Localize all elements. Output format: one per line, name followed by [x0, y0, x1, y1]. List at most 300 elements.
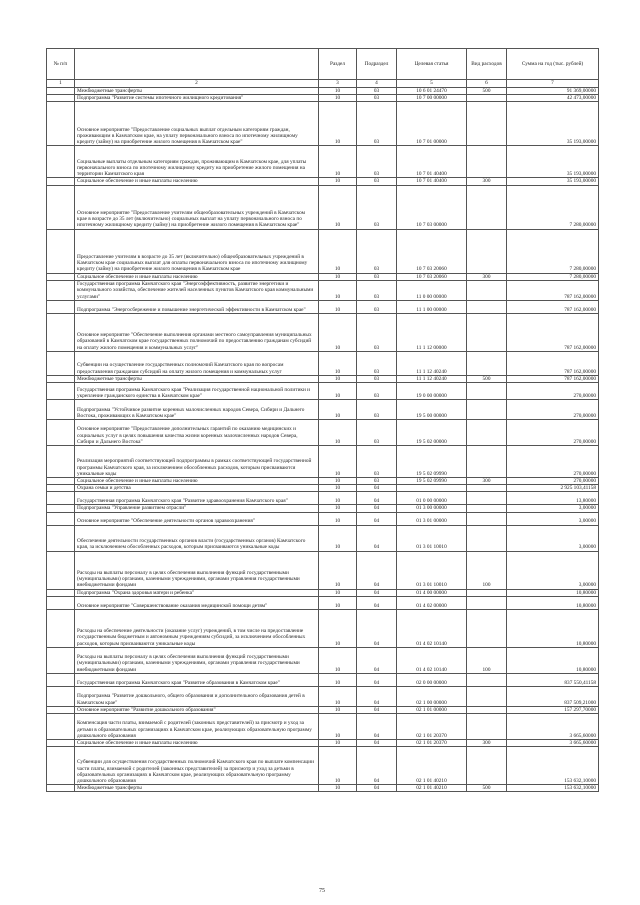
row-name-cell: Субвенции для осуществления государственных полномочий Камчатского края по выплате компенсации части платы, взимаемой с родителей (законных представителей) за присмотр и уход за детьми в образовательных организациях в Камчатском крае, реализующих образовательную программу дошкольного образования [75, 747, 319, 785]
row-vr-cell: 300 [467, 478, 507, 485]
row-sum-cell: 270,00000 [507, 446, 599, 478]
row-csr-cell: 02 1 01 00000 [397, 706, 467, 713]
row-csr-cell: 02 1 01 20370 [397, 740, 467, 747]
row-razdel-cell: 10 [319, 95, 357, 102]
row-csr-cell: 01 3 01 10010 [397, 525, 467, 551]
row-number-cell [47, 525, 75, 551]
row-name-cell: Расходы на выплаты персоналу в целях обеспечения выполнения функций государственными (муниципальными) органами, казенными учреждениями, органами управления государственными внебюджетными фондами [75, 647, 319, 673]
table-row [47, 609, 599, 647]
row-podrazdel-cell: 03 [357, 313, 397, 351]
index-cell: 5 [397, 80, 467, 88]
row-sum-cell: 787 162,00000 [507, 375, 599, 382]
row-csr-cell: 10 7 01 40400 [397, 178, 467, 185]
row-number-cell [47, 383, 75, 400]
row-vr-cell [467, 400, 507, 420]
row-razdel-cell: 10 [319, 146, 357, 178]
row-podrazdel-cell: 03 [357, 446, 397, 478]
table-row [47, 229, 599, 273]
row-razdel-cell: 10 [319, 589, 357, 596]
row-vr-cell [467, 300, 507, 313]
table-row [47, 185, 599, 229]
row-podrazdel-cell: 03 [357, 273, 397, 280]
row-sum-cell: 837 550,41158 [507, 673, 599, 686]
row-name-cell: Основное мероприятие "Обеспечение деятельности органов здравоохранения" [75, 512, 319, 525]
page-number: 75 [319, 888, 325, 894]
row-sum-cell: 153 632,10000 [507, 747, 599, 785]
row-name-cell: Подпрограмма "Развитие дошкольного, общего образования и дополнительного образования детей в Камчатском крае" [75, 686, 319, 706]
table-row [47, 351, 599, 375]
row-vr-cell [467, 420, 507, 446]
table-row [47, 446, 599, 478]
row-number-cell [47, 609, 75, 647]
table-row [47, 102, 599, 146]
row-csr-cell: 01 3 00 00000 [397, 505, 467, 512]
row-name-cell: Основное мероприятие "Предоставление учителям общеобразовательных учреждений в Камчатском крае в возрасте до 35 лет (включительно) социальных выплат на уплату первоначального взноса по ипотечному жилищному кредиту (займу) на приобретение жилого помещения в Камчатском крае" [75, 185, 319, 229]
row-number-cell [47, 313, 75, 351]
row-podrazdel-cell: 03 [357, 185, 397, 229]
row-sum-cell: 270,00000 [507, 420, 599, 446]
row-sum-cell: 157 297,70000 [507, 706, 599, 713]
table-row [47, 740, 599, 747]
row-vr-cell: 300 [467, 178, 507, 185]
table-row [47, 686, 599, 706]
row-number-cell [47, 102, 75, 146]
row-csr-cell: 10 7 03 00000 [397, 185, 467, 229]
row-razdel-cell: 10 [319, 485, 357, 492]
row-csr-cell: 10 7 01 40400 [397, 146, 467, 178]
row-vr-cell [467, 686, 507, 706]
row-razdel-cell: 10 [319, 505, 357, 512]
row-vr-cell [467, 492, 507, 505]
row-csr-cell: 19 0 00 00000 [397, 383, 467, 400]
row-razdel-cell: 10 [319, 420, 357, 446]
row-name-cell: Межбюджетные трансферты [75, 88, 319, 95]
row-name-cell: Государственная программа Камчатского края "Энергоэффективность, развитие энергетики и коммунального хозяйства, обеспечение жителей населенных пунктов Камчатского края коммунальными услугами" [75, 280, 319, 300]
row-sum-cell: 35 193,00000 [507, 146, 599, 178]
table-row [47, 375, 599, 382]
row-sum-cell: 270,00000 [507, 400, 599, 420]
row-vr-cell [467, 673, 507, 686]
table-row [47, 525, 599, 551]
row-podrazdel-cell: 04 [357, 740, 397, 747]
row-number-cell [47, 492, 75, 505]
row-vr-cell: 300 [467, 273, 507, 280]
col-sum-header: Сумма на год (тыс. рублей) [507, 49, 599, 80]
row-name-cell: Социальное обеспечение и иные выплаты населению [75, 178, 319, 185]
row-number-cell [47, 485, 75, 492]
row-podrazdel-cell: 03 [357, 300, 397, 313]
row-name-cell: Подпрограмма "Устойчивое развитие коренных малочисленных народов Севера, Сибири и Дальнего Востока, проживающих в Камчатском крае" [75, 400, 319, 420]
row-number-cell [47, 446, 75, 478]
row-razdel-cell: 10 [319, 178, 357, 185]
table-row [47, 551, 599, 589]
table-row [47, 505, 599, 512]
row-name-cell: Государственная программа Камчатского края "Развитие здравоохранения Камчатского края" [75, 492, 319, 505]
row-name-cell: Социальное обеспечение и иные выплаты населению [75, 478, 319, 485]
row-razdel-cell: 10 [319, 313, 357, 351]
row-sum-cell: 42 473,00000 [507, 95, 599, 102]
row-csr-cell: 01 4 00 00000 [397, 589, 467, 596]
row-vr-cell: 300 [467, 740, 507, 747]
row-name-cell: Межбюджетные трансферты [75, 785, 319, 792]
row-razdel-cell: 10 [319, 609, 357, 647]
row-name-cell: Государственная программа Камчатского края "Реализация государственной национальной политики и укрепление гражданского единства в Камчатском крае" [75, 383, 319, 400]
row-name-cell: Субвенции на осуществление государственных полномочий Камчатского края по вопросам предоставления гражданам субсидий на оплату жилого помещения и коммунальных услуг [75, 351, 319, 375]
row-razdel-cell: 10 [319, 492, 357, 505]
row-csr-cell: 01 0 00 00000 [397, 492, 467, 505]
row-podrazdel-cell: 03 [357, 88, 397, 95]
row-podrazdel-cell: 03 [357, 102, 397, 146]
row-podrazdel-cell: 04 [357, 589, 397, 596]
row-podrazdel-cell: 03 [357, 478, 397, 485]
row-podrazdel-cell: 03 [357, 400, 397, 420]
row-razdel-cell: 10 [319, 525, 357, 551]
row-sum-cell: 10,80000 [507, 609, 599, 647]
row-vr-cell [467, 351, 507, 375]
col-vr-header: Вид расходов [467, 49, 507, 80]
row-podrazdel-cell: 04 [357, 785, 397, 792]
row-number-cell [47, 375, 75, 382]
row-csr-cell [397, 485, 467, 492]
table-row [47, 589, 599, 596]
row-vr-cell: 100 [467, 647, 507, 673]
index-cell: 4 [357, 80, 397, 88]
row-csr-cell: 02 1 01 20370 [397, 714, 467, 740]
row-csr-cell: 01 3 01 00000 [397, 512, 467, 525]
row-vr-cell [467, 747, 507, 785]
row-name-cell: Предоставление учителям в возрасте до 35 лет (включительно) общеобразовательных учреждений в Камчатском крае социальных выплат для оплаты первоначального взноса по ипотечному жилищному кредиту (займу) на приобретение жилого помещения в Камчатском крае [75, 229, 319, 273]
row-name-cell: Основное мероприятие "Совершенствование оказания медицинской помощи детям" [75, 596, 319, 609]
table-row [47, 485, 599, 492]
table-row [47, 400, 599, 420]
row-sum-cell: 787 162,00000 [507, 300, 599, 313]
row-number-cell [47, 747, 75, 785]
row-razdel-cell: 10 [319, 446, 357, 478]
row-razdel-cell: 10 [319, 647, 357, 673]
row-name-cell: Обеспечение деятельности государственных органов власти (государственных органов) Камчатского края, за исключением обособленных расходов, которым присваиваются уникальные коды [75, 525, 319, 551]
row-sum-cell: 10,80000 [507, 647, 599, 673]
row-razdel-cell: 10 [319, 714, 357, 740]
row-vr-cell [467, 505, 507, 512]
row-podrazdel-cell: 04 [357, 505, 397, 512]
row-podrazdel-cell: 04 [357, 706, 397, 713]
row-podrazdel-cell: 04 [357, 747, 397, 785]
row-podrazdel-cell: 03 [357, 420, 397, 446]
row-name-cell: Основное мероприятие "Предоставление социальных выплат отдельным категориям граждан, проживающим в Камчатском крае, на уплату первоначального взноса по ипотечному жилищному кредиту (займу) на приобретение жилого помещения в Камчатском крае" [75, 102, 319, 146]
row-razdel-cell: 10 [319, 300, 357, 313]
row-name-cell: Охрана семьи и детства [75, 485, 319, 492]
table-body [47, 88, 599, 792]
row-razdel-cell: 10 [319, 375, 357, 382]
row-podrazdel-cell: 04 [357, 525, 397, 551]
row-podrazdel-cell: 04 [357, 492, 397, 505]
index-cell: 1 [47, 80, 75, 88]
col-csr-header: Целевая статья [397, 49, 467, 80]
row-csr-cell: 01 3 01 10010 [397, 551, 467, 589]
table-row [47, 596, 599, 609]
row-vr-cell [467, 146, 507, 178]
row-csr-cell: 19 5 02 00000 [397, 420, 467, 446]
row-vr-cell [467, 706, 507, 713]
row-number-cell [47, 229, 75, 273]
row-vr-cell [467, 446, 507, 478]
row-podrazdel-cell: 04 [357, 609, 397, 647]
row-name-cell: Социальное обеспечение и иные выплаты населению [75, 273, 319, 280]
row-podrazdel-cell: 03 [357, 351, 397, 375]
row-podrazdel-cell: 04 [357, 686, 397, 706]
row-number-cell [47, 300, 75, 313]
row-podrazdel-cell: 04 [357, 596, 397, 609]
row-number-cell [47, 185, 75, 229]
row-vr-cell [467, 714, 507, 740]
table-row [47, 706, 599, 713]
row-number-cell [47, 95, 75, 102]
table-row [47, 88, 599, 95]
row-sum-cell: 837 509,21000 [507, 686, 599, 706]
row-number-cell [47, 647, 75, 673]
row-csr-cell: 10 7 01 00000 [397, 102, 467, 146]
row-vr-cell [467, 102, 507, 146]
row-csr-cell: 19 5 02 09990 [397, 478, 467, 485]
table-header-row [47, 49, 599, 80]
row-sum-cell: 3,00000 [507, 512, 599, 525]
row-vr-cell [467, 589, 507, 596]
row-vr-cell [467, 512, 507, 525]
row-number-cell [47, 146, 75, 178]
row-sum-cell: 35 193,00000 [507, 102, 599, 146]
row-vr-cell [467, 229, 507, 273]
index-cell: 7 [507, 80, 599, 88]
row-name-cell: Основное мероприятие "Предоставление дополнительных гарантий по оказанию медицинских и социальных услуг в целях повышения качества жизни коренных малочисленных народов Севера, Сибири и Дальнего Востока" [75, 420, 319, 446]
row-name-cell: Межбюджетные трансферты [75, 375, 319, 382]
row-name-cell: Основное мероприятие "Обеспечение выполнения органами местного самоуправления муниципальных образований в Камчатском крае государственных полномочий по предоставлению гражданам субсидий на оплату жилого помещения и коммунальных услуг" [75, 313, 319, 351]
row-csr-cell: 11 1 12 40240 [397, 351, 467, 375]
row-vr-cell: 100 [467, 551, 507, 589]
index-cell: 3 [319, 80, 357, 88]
row-razdel-cell: 10 [319, 596, 357, 609]
row-vr-cell: 500 [467, 785, 507, 792]
row-razdel-cell: 10 [319, 280, 357, 300]
row-number-cell [47, 88, 75, 95]
row-razdel-cell: 10 [319, 512, 357, 525]
row-number-cell [47, 596, 75, 609]
row-csr-cell: 10 7 03 20060 [397, 229, 467, 273]
row-csr-cell: 02 1 01 40210 [397, 747, 467, 785]
column-index-row [47, 80, 599, 88]
row-sum-cell: 787 162,00000 [507, 280, 599, 300]
row-name-cell: Расходы на выплаты персоналу в целях обеспечения выполнения функций государственными (муниципальными) органами, казенными учреждениями, органами управления государственными внебюджетными фондами [75, 551, 319, 589]
row-podrazdel-cell: 04 [357, 512, 397, 525]
row-name-cell: Социальные выплаты отдельным категориям граждан, проживающим в Камчатском крае, для уплаты первоначального взноса по ипотечному жилищному кредиту на приобретение жилого помещения на территории Камчатского края [75, 146, 319, 178]
table-row [47, 747, 599, 785]
row-podrazdel-cell: 03 [357, 280, 397, 300]
row-podrazdel-cell: 03 [357, 383, 397, 400]
row-number-cell [47, 785, 75, 792]
row-name-cell: Реализация мероприятий соответствующей подпрограммы в рамках соответствующей государственной программы Камчатского края, за исключением обособленных расходов, которым присваиваются уникальные коды [75, 446, 319, 478]
row-sum-cell: 3 665,60000 [507, 740, 599, 747]
row-razdel-cell: 10 [319, 478, 357, 485]
table-row [47, 300, 599, 313]
table-row [47, 785, 599, 792]
row-number-cell [47, 551, 75, 589]
row-podrazdel-cell: 04 [357, 551, 397, 589]
row-sum-cell: 787 162,00000 [507, 351, 599, 375]
col-razdel-header: Раздел [319, 49, 357, 80]
row-vr-cell [467, 95, 507, 102]
row-razdel-cell: 10 [319, 785, 357, 792]
row-name-cell: Подпрограмма "Охрана здоровья матери и ребенка" [75, 589, 319, 596]
row-sum-cell: 153 632,10000 [507, 785, 599, 792]
row-sum-cell: 3,00000 [507, 525, 599, 551]
row-razdel-cell: 10 [319, 88, 357, 95]
row-number-cell [47, 706, 75, 713]
row-number-cell [47, 273, 75, 280]
row-name-cell: Подпрограмма "Управление развитием отрасли" [75, 505, 319, 512]
row-razdel-cell: 10 [319, 273, 357, 280]
row-name-cell: Подпрограмма "Энергосбережение и повышение энергетической эффективности в Камчатском крае" [75, 300, 319, 313]
row-sum-cell: 3,00000 [507, 551, 599, 589]
row-csr-cell: 02 1 01 40210 [397, 785, 467, 792]
row-csr-cell: 02 0 00 00000 [397, 673, 467, 686]
row-razdel-cell: 10 [319, 551, 357, 589]
row-sum-cell: 35 193,00000 [507, 178, 599, 185]
table-row [47, 95, 599, 102]
row-sum-cell: 91 369,00000 [507, 88, 599, 95]
row-csr-cell: 19 5 02 09990 [397, 446, 467, 478]
row-number-cell [47, 478, 75, 485]
row-razdel-cell: 10 [319, 229, 357, 273]
row-razdel-cell: 10 [319, 400, 357, 420]
row-csr-cell: 19 5 00 00000 [397, 400, 467, 420]
row-number-cell [47, 589, 75, 596]
row-razdel-cell: 10 [319, 102, 357, 146]
table-row [47, 714, 599, 740]
row-vr-cell [467, 525, 507, 551]
row-vr-cell [467, 280, 507, 300]
row-name-cell: Подпрограмма "Развитие системы ипотечного жилищного кредитования" [75, 95, 319, 102]
row-razdel-cell: 10 [319, 686, 357, 706]
row-number-cell [47, 420, 75, 446]
row-sum-cell: 270,00000 [507, 383, 599, 400]
row-podrazdel-cell: 03 [357, 229, 397, 273]
row-name-cell: Государственная программа Камчатского края "Развитие образования в Камчатском крае" [75, 673, 319, 686]
row-razdel-cell: 10 [319, 673, 357, 686]
table-row [47, 647, 599, 673]
index-cell: 6 [467, 80, 507, 88]
table-row [47, 673, 599, 686]
table-row [47, 383, 599, 400]
row-sum-cell: 7 280,00000 [507, 185, 599, 229]
col-podrazdel-header: Подраздел [357, 49, 397, 80]
row-vr-cell [467, 485, 507, 492]
row-podrazdel-cell: 03 [357, 146, 397, 178]
row-sum-cell: 10,80000 [507, 589, 599, 596]
row-csr-cell: 11 0 00 00000 [397, 280, 467, 300]
row-razdel-cell: 10 [319, 747, 357, 785]
row-csr-cell: 01 4 02 10140 [397, 609, 467, 647]
table-row [47, 146, 599, 178]
row-csr-cell: 01 4 02 10140 [397, 647, 467, 673]
budget-table-sheet [46, 48, 598, 894]
row-number-cell [47, 673, 75, 686]
index-cell: 2 [75, 80, 319, 88]
row-sum-cell: 3 665,60000 [507, 714, 599, 740]
row-vr-cell: 500 [467, 375, 507, 382]
row-razdel-cell: 10 [319, 383, 357, 400]
row-sum-cell: 7 280,00000 [507, 273, 599, 280]
row-podrazdel-cell: 04 [357, 485, 397, 492]
row-vr-cell [467, 383, 507, 400]
row-podrazdel-cell: 04 [357, 673, 397, 686]
row-name-cell: Социальное обеспечение и иные выплаты населению [75, 740, 319, 747]
table-row [47, 478, 599, 485]
row-podrazdel-cell: 04 [357, 647, 397, 673]
row-sum-cell: 7 280,00000 [507, 229, 599, 273]
row-name-cell: Компенсация части платы, взимаемой с родителей (законных представителей) за присмотр и уход за детьми в образовательных организациях в Камчатском крае, реализующих образовательную программу дошкольного образования [75, 714, 319, 740]
table-row [47, 273, 599, 280]
row-number-cell [47, 505, 75, 512]
row-csr-cell: 02 1 00 00000 [397, 686, 467, 706]
row-number-cell [47, 400, 75, 420]
table-row [47, 512, 599, 525]
row-csr-cell: 11 1 12 40240 [397, 375, 467, 382]
row-csr-cell: 10 7 00 00000 [397, 95, 467, 102]
row-sum-cell: 2 925 103,41158 [507, 485, 599, 492]
row-razdel-cell: 10 [319, 706, 357, 713]
row-csr-cell: 10 6 01 24470 [397, 88, 467, 95]
row-podrazdel-cell: 04 [357, 714, 397, 740]
row-number-cell [47, 512, 75, 525]
row-sum-cell: 3,00000 [507, 505, 599, 512]
row-sum-cell: 13,80000 [507, 492, 599, 505]
row-sum-cell: 787 162,00000 [507, 313, 599, 351]
table-row [47, 492, 599, 505]
row-name-cell: Расходы на обеспечение деятельности (оказание услуг) учреждений, в том числе на предоставление государственным бюджетным и автономным учреждениям субсидий, за исключением обособленных расходов, которым присваиваются уникальные коды [75, 609, 319, 647]
row-vr-cell [467, 596, 507, 609]
table-row [47, 178, 599, 185]
row-podrazdel-cell: 03 [357, 95, 397, 102]
row-name-cell: Основное мероприятие "Развитие дошкольного образования" [75, 706, 319, 713]
row-csr-cell: 10 7 03 20060 [397, 273, 467, 280]
row-number-cell [47, 280, 75, 300]
col-name-header [75, 49, 319, 80]
row-vr-cell [467, 313, 507, 351]
row-sum-cell: 10,80000 [507, 596, 599, 609]
row-podrazdel-cell: 03 [357, 375, 397, 382]
row-razdel-cell: 10 [319, 740, 357, 747]
row-csr-cell: 11 1 00 00000 [397, 300, 467, 313]
row-number-cell [47, 714, 75, 740]
row-podrazdel-cell: 03 [357, 178, 397, 185]
row-vr-cell: 500 [467, 88, 507, 95]
row-vr-cell [467, 609, 507, 647]
row-number-cell [47, 740, 75, 747]
row-razdel-cell: 10 [319, 185, 357, 229]
table-row [47, 313, 599, 351]
row-vr-cell [467, 185, 507, 229]
row-number-cell [47, 686, 75, 706]
budget-table [46, 48, 599, 792]
row-number-cell [47, 178, 75, 185]
row-sum-cell: 270,00000 [507, 478, 599, 485]
table-row [47, 420, 599, 446]
row-csr-cell: 11 1 12 00000 [397, 313, 467, 351]
col-no-header: № п/п [47, 49, 75, 80]
row-razdel-cell: 10 [319, 351, 357, 375]
table-row [47, 280, 599, 300]
row-number-cell [47, 351, 75, 375]
row-csr-cell: 01 4 02 00000 [397, 596, 467, 609]
